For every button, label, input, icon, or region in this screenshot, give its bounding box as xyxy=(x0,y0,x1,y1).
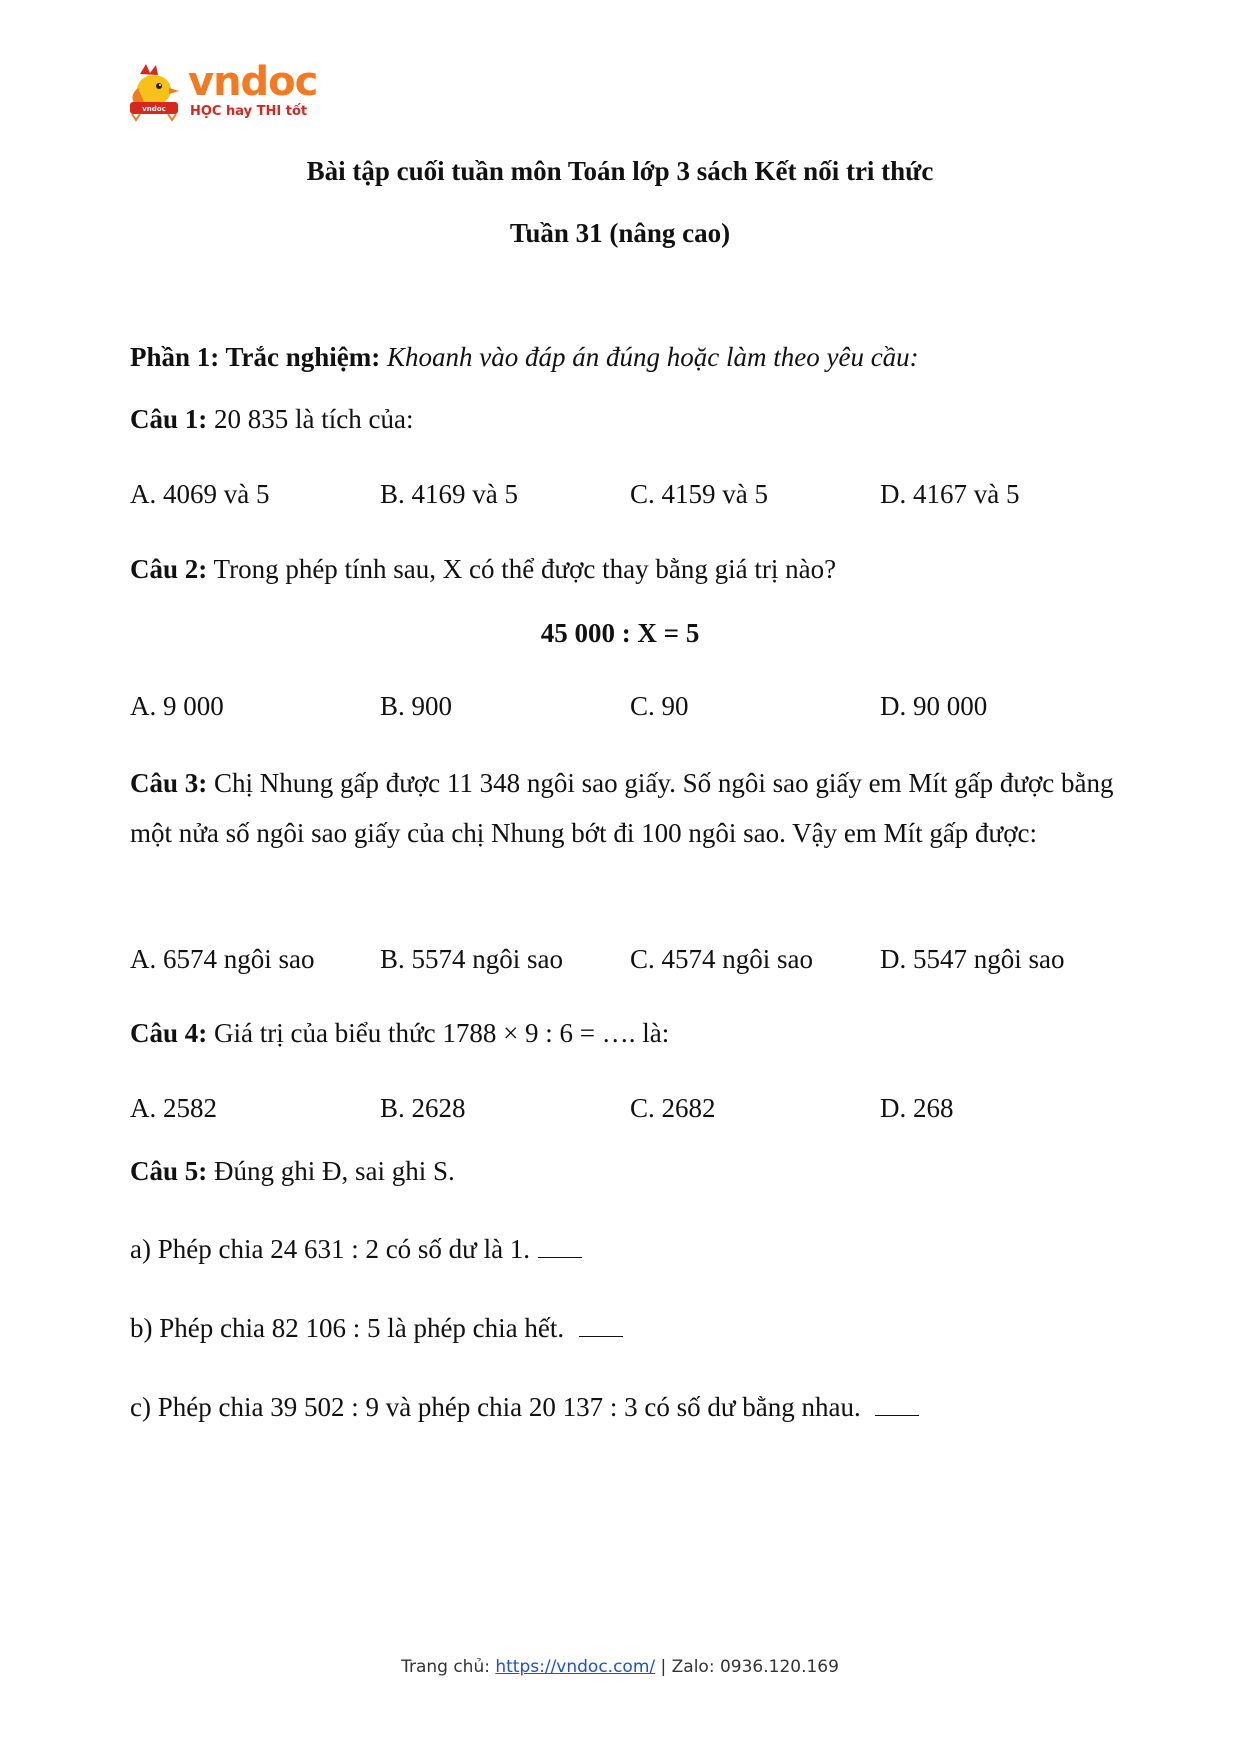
question-1 xyxy=(130,404,413,435)
rooster-mascot-icon xyxy=(126,62,186,122)
option-d[interactable]: D. 4167 và 5 xyxy=(880,479,1020,509)
statement-a xyxy=(130,1234,582,1265)
page-subtitle: Tuần 31 (nâng cao) xyxy=(509,218,731,248)
option-c[interactable]: C. 2682 xyxy=(630,1093,716,1123)
statement-text: a) Phép chia 24 631 : 2 có số dư là 1. xyxy=(130,1234,531,1264)
option-d[interactable]: D. 5547 ngôi sao xyxy=(880,944,1065,974)
question-2-equation: 45 000 : X = 5 xyxy=(540,618,700,648)
question-label: Câu 3: xyxy=(130,768,208,798)
question-3-options xyxy=(130,944,1130,984)
question-text: Giá trị của biểu thức 1788 × 9 : 6 = …. là: xyxy=(214,1018,670,1048)
logo-slogan: HỌC hay THI tốt xyxy=(190,104,308,119)
answer-blank[interactable] xyxy=(579,1314,623,1337)
option-c[interactable]: C. 90 xyxy=(630,691,689,721)
question-label: Câu 5: xyxy=(130,1156,208,1186)
option-b[interactable]: B. 2628 xyxy=(380,1093,466,1123)
option-a[interactable]: A. 4069 và 5 xyxy=(130,479,270,509)
question-label: Câu 4: xyxy=(130,1018,208,1048)
statement-text: b) Phép chia 82 106 : 5 là phép chia hết. xyxy=(130,1313,571,1343)
footer-prefix: Trang chủ: xyxy=(401,1657,496,1677)
question-1-options xyxy=(130,479,1130,519)
option-c[interactable]: C. 4574 ngôi sao xyxy=(630,944,814,974)
section-instruction: Khoanh vào đáp án đúng hoặc làm theo yêu cầu: xyxy=(387,342,919,372)
question-2 xyxy=(130,554,836,585)
question-4-options xyxy=(130,1093,1130,1133)
question-text: Chị Nhung gấp được 11 348 ngôi sao giấy. Số ngôi sao giấy em Mít gấp được bằng một nửa số ngôi sao giấy của chị Nhung bớt đi 100 ngôi sao. Vậy em Mít gấp được: xyxy=(130,768,1114,848)
question-5 xyxy=(130,1156,455,1187)
question-label: Câu 2: xyxy=(130,554,208,584)
answer-blank[interactable] xyxy=(875,1393,919,1416)
option-a[interactable]: A. 6574 ngôi sao xyxy=(130,944,315,974)
option-d[interactable]: D. 90 000 xyxy=(880,691,988,721)
logo-badge-text: vndoc xyxy=(142,105,166,113)
question-text: 20 835 là tích của: xyxy=(214,404,414,434)
option-d[interactable]: D. 268 xyxy=(880,1093,954,1123)
option-b[interactable]: B. 900 xyxy=(380,691,453,721)
option-a[interactable]: A. 2582 xyxy=(130,1093,217,1123)
statement-text: c) Phép chia 39 502 : 9 và phép chia 20 137 : 3 có số dư bằng nhau. xyxy=(130,1392,868,1422)
option-c[interactable]: C. 4159 và 5 xyxy=(630,479,768,509)
footer-contact: | Zalo: 0936.120.169 xyxy=(655,1657,839,1677)
question-label: Câu 1: xyxy=(130,404,208,434)
question-text: Trong phép tính sau, X có thể được thay bằng giá trị nào? xyxy=(213,554,837,584)
page-title: Bài tập cuối tuần môn Toán lớp 3 sách Kết nối tri thức xyxy=(306,156,934,186)
question-3 xyxy=(130,758,1120,858)
section-heading xyxy=(130,342,919,373)
vndoc-logo xyxy=(126,59,326,128)
answer-blank[interactable] xyxy=(538,1235,582,1258)
option-a[interactable]: A. 9 000 xyxy=(130,691,224,721)
page-footer xyxy=(0,1657,1240,1677)
logo-brand: vndoc xyxy=(188,59,318,105)
option-b[interactable]: B. 4169 và 5 xyxy=(380,479,518,509)
section-label: Phần 1: Trắc nghiệm: xyxy=(130,342,381,372)
question-4 xyxy=(130,1018,669,1049)
question-text: Đúng ghi Đ, sai ghi S. xyxy=(214,1156,455,1186)
statement-b xyxy=(130,1313,623,1344)
option-b[interactable]: B. 5574 ngôi sao xyxy=(380,944,564,974)
question-2-options xyxy=(130,691,1130,731)
homepage-link[interactable]: https://vndoc.com/ xyxy=(495,1657,656,1677)
statement-c xyxy=(130,1392,919,1423)
